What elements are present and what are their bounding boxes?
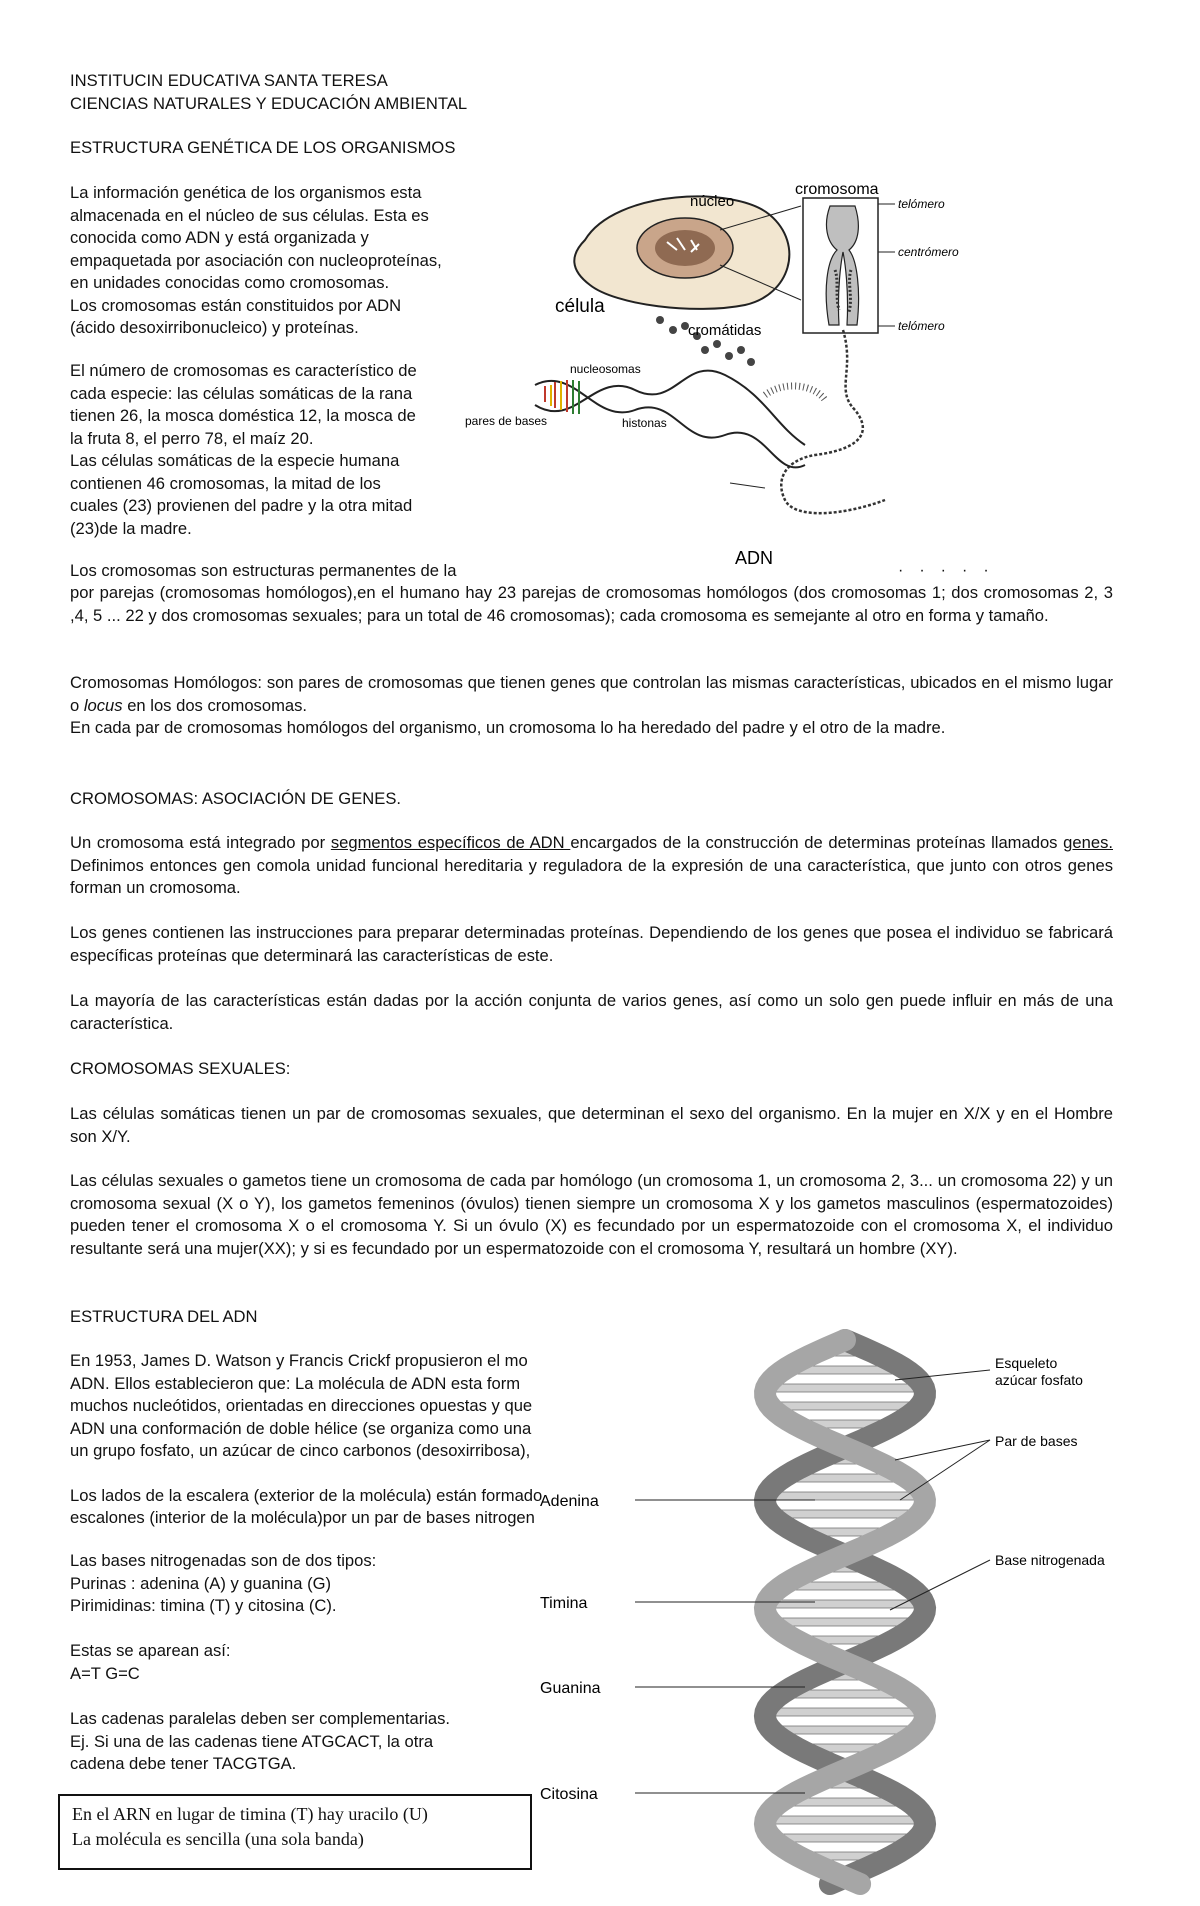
paragraph-cromosomas-homologos: Cromosomas Homólogos: son pares de cromosomas que tienen genes que controlan las mismas características, ubicados en el mismo lugar o locus en los dos cromosomas. (70, 673, 1113, 715)
section-title-cromosomas-sexuales: CROMOSOMAS SEXUALES: (70, 1059, 291, 1078)
dotted-leader: ····· (898, 562, 1005, 579)
section-title-estructura-adn: ESTRUCTURA DEL ADN (70, 1307, 258, 1326)
base-pair-rung (765, 1816, 924, 1824)
base-pair-rung (771, 1726, 918, 1734)
subject-name: CIENCIAS NATURALES Y EDUCACIÓN AMBIENTAL (70, 93, 468, 113)
paragraph-gametos: Las células sexuales o gametos tiene un cromosoma de cada par homólogo (un cromosoma 1, un cromosoma 2, 3... un cromosoma 22) y un cromosoma sexual (X o Y), los gametos femeninos (óvulos) tienen siempre un cromosoma X y los gametos masculinos (espermatozoides) pueden tener el cromosoma X o el cromosoma Y. Si un óvulo (X) es fecundado por un espermatozoide con el cromosoma X, el individuo resultante será una mujer(XX); y si es fecundado por un espermatozoide con el cromosoma Y, resultará un hombre (XY). (70, 1171, 1113, 1258)
label-cromatidas: cromátidas (688, 322, 762, 339)
label-guanina: Guanina (540, 1680, 601, 1697)
label-citosina: Citosina (540, 1786, 598, 1803)
base-pair-rung (772, 1834, 918, 1842)
header (70, 70, 467, 115)
underlined-genes: genes. (1063, 833, 1113, 852)
locus-term: locus (83, 695, 123, 715)
paragraph-informacion-genetica: La información genética de los organismos esta almacenada en el núcleo de sus células. Esta es conocida como ADN y está organizada y empaquetada por asociación con nucleoproteínas, en unidades conocidas como cromosomas. Los cromosomas están constituidos por ADN (ácido desoxirribonucleico) y proteínas. (70, 183, 442, 337)
base-pair-rung (766, 1600, 924, 1608)
paragraph-cromosomas-sexuales: Las células somáticas tienen un par de cromosomas sexuales, que determinan el sexo del organismo. En la mujer en X/X y en el Hombre son X/Y. (70, 1104, 1113, 1146)
label-celula: célula (555, 296, 605, 317)
base-pair-rung (766, 1384, 924, 1392)
label-esqueleto: Esqueleto azúcar fosfato (995, 1355, 1083, 1388)
label-nucleo: núcleo (690, 193, 735, 210)
label-par-bases: Par de bases (995, 1433, 1078, 1449)
base-pair-rung (770, 1402, 920, 1410)
chromatin-icon (655, 230, 715, 266)
base-pair-rung (771, 1618, 919, 1626)
arn-note-box (58, 1794, 532, 1870)
label-nucleosomas: nucleosomas (570, 362, 641, 376)
underlined-segmentos: segmentos específicos de ADN (330, 833, 571, 852)
paragraph-cromosomas-permanentes-rest: por parejas (cromosomas homólogos),en el humano hay 23 parejas de cromosomas homólogos (dos cromosomas 1; dos cromosomas 2, 3 ,4, 5 ... 22 y dos cromosomas sexuales; para un total de 46 cromosomas); cada cromosoma es semejante al otro en forma y tamaño. (70, 583, 1113, 625)
paragraph-cromosoma-integrado: Un cromosoma está integrado por segmentos específicos de ADN encargados de la construcción de determinas proteínas llamados genes. Definimos entonces gen comola unidad funcional hereditaria y reguladora de la expresión de una característica, que junto con otros genes forman un cromosoma. (70, 833, 1113, 897)
paragraph-watson-crick: En 1953, James D. Watson y Francis Crickf propusieron el mo ADN. Ellos establecieron que: La molécula de ADN esta form muchos nucleótidos, orientadas en direcciones opuestas y que ADN una conformación de doble hélice (se organiza como una un grupo fosfato, un azúcar de cinco carbonos (desoxirribosa), (70, 1351, 533, 1460)
section-title-asociacion-genes: CROMOSOMAS: ASOCIACIÓN DE GENES. (70, 789, 402, 808)
label-base-nitrogenada: Base nitrogenada (995, 1552, 1105, 1568)
label-adenina: Adenina (540, 1493, 599, 1510)
paragraph-genes-instrucciones: Los genes contienen las instrucciones para preparar determinadas proteínas. Dependiendo de los genes que posea el individuo se fabricará específicas proteínas que determinará las características de este. (70, 923, 1113, 965)
paragraph-numero-cromosomas: El número de cromosomas es característico de cada especie: las células somáticas de la rana tienen 26, la mosca doméstica 12, la mosca de la fruta 8, el perro 78, el maíz 20. Las células somáticas de la especie humana contienen 46 cromosomas, la mitad de los cuales (23) provienen del padre y la otra mitad (23)de la madre. (70, 361, 417, 538)
base-pair-rung (766, 1708, 925, 1716)
section-title-estructura-genetica: ESTRUCTURA GENÉTICA DE LOS ORGANISMOS (70, 138, 456, 157)
label-adn: ADN (735, 548, 774, 568)
base-pair-rung (770, 1510, 919, 1518)
label-telomero-top: telómero (898, 197, 945, 211)
label-histonas: histonas (622, 416, 667, 430)
label-timina: Timina (540, 1595, 588, 1612)
label-cromosoma: cromosoma (795, 181, 879, 198)
arn-note-line2: La molécula es sencilla (una sola banda) (72, 1829, 364, 1849)
label-telomero-bottom: telómero (898, 319, 945, 333)
dna-double-helix-figure (540, 1340, 1160, 1890)
paragraph-bases-nitrogenadas: Las bases nitrogenadas son de dos tipos: Purinas : adenina (A) y guanina (G) Pirimidinas: timina (T) y citosina (C). (70, 1551, 377, 1615)
paragraph-apareamiento: Estas se aparean así: A=T G=C (70, 1641, 231, 1683)
paragraph-cadenas-complementarias: Las cadenas paralelas deben ser complementarias. Ej. Si una de las cadenas tiene ATGCACT, la otra cadena debe tener TACGTGA. (70, 1709, 451, 1773)
label-pares-bases: pares de bases (465, 414, 548, 428)
paragraph-lados-escalera: Los lados de la escalera (exterior de la molécula) están formado escalones (interior de la molécula)por un par de bases nitrogen (70, 1485, 543, 1527)
adn-text-clip (70, 1350, 615, 1530)
paragraph-herencia: En cada par de cromosomas homólogos del organismo, un cromosoma lo ha heredado del padre y el otro de la madre. (70, 718, 946, 737)
label-centromero: centrómero (898, 245, 959, 259)
paragraph-accion-conjunta: La mayoría de las características están dadas por la acción conjunta de varios genes, así como un solo gen puede influir en más de una característica. (70, 991, 1113, 1033)
cell-chromosome-dna-figure (465, 180, 1150, 572)
base-pair-rung (766, 1492, 924, 1500)
school-name: INSTITUCIN EDUCATIVA SANTA TERESA (70, 71, 388, 90)
arn-note-line1: En el ARN en lugar de timina (T) hay uracilo (U) (72, 1804, 428, 1824)
paragraph-cromosomas-permanentes-start: Los cromosomas son estructuras permanentes de la (70, 561, 457, 580)
